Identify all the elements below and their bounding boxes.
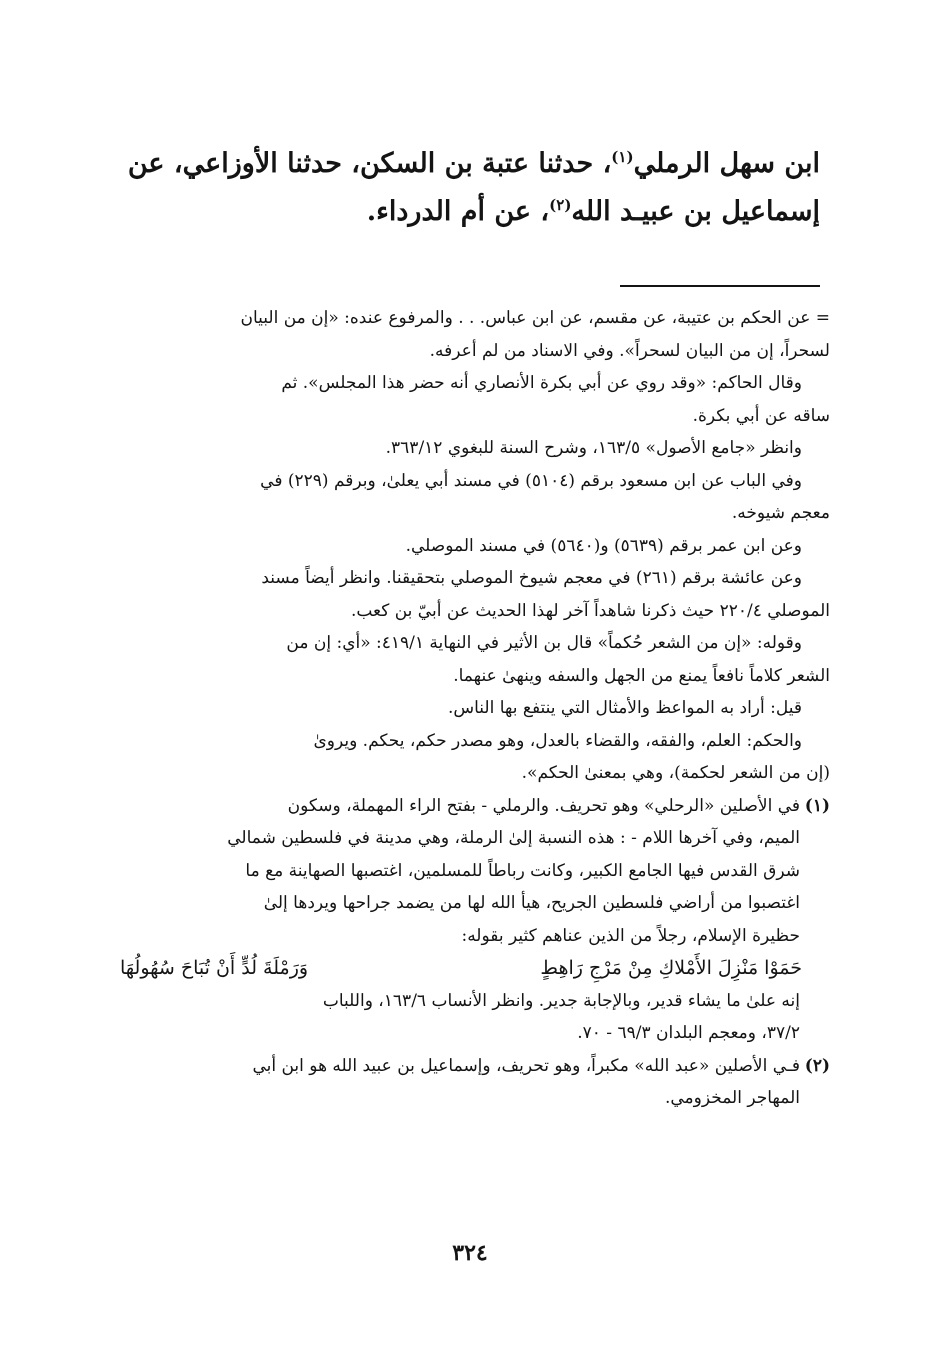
footnote-line: والحكم: العلم، والفقه، والقضاء بالعدل، وهو مصدر حكم، يحكم. ويروىٰ	[313, 730, 802, 751]
footnote-line: الشعر كلاماً نافعاً يمنع من الجهل والسفه وينهىٰ عنهما.	[453, 665, 830, 686]
footnote-line: المهاجر المخزومي.	[664, 1088, 800, 1108]
page-number: ٣٢٤	[452, 1240, 488, 1266]
poem-hemistich: حَمَوْا مَنْزِلَ الأَمْلاكِ مِنْ مَرْجِ رَاهِطٍ	[540, 957, 802, 979]
footnote-line: إنه علىٰ ما يشاء قدير، وبالإجابة جدير. وانظر الأنساب ١٦٣/٦، واللباب	[322, 990, 800, 1011]
footnotes	[110, 302, 830, 1115]
footnote-reference: (١)	[611, 148, 634, 166]
footnote-line: حظيرة الإسلام، رجلاً من الذين عناهم كثير بقوله:	[461, 925, 800, 946]
footnote-line: ٣٧/٢، ومعجم البلدان ٦٩/٣ - ٧٠.	[577, 1023, 800, 1043]
footnote-line: وفي الباب عن ابن مسعود برقم (٥١٠٤) في مسند أبي يعلىٰ، وبرقم (٢٢٩) في	[260, 470, 802, 491]
footnote-line: وقوله: «إن من الشعر حُكماً» قال بن الأثير في النهاية ٤١٩/١: «أي: إن من	[286, 633, 802, 653]
footnote-line: (إن من الشعر لحكمة)، وهي بمعنىٰ الحكم».	[521, 763, 830, 783]
footnote-line: وعن ابن عمر برقم (٥٦٣٩) و(٥٦٤٠) في مسند الموصلي.	[405, 535, 802, 556]
footnote-line: وقال الحاكم: «وقد روي عن أبي بكرة الأنصاري أنه حضر هذا المجلس». ثم	[281, 373, 802, 393]
footnote-separator	[620, 285, 820, 287]
footnote-1	[110, 790, 830, 823]
footnote-line: وانظر «جامع الأصول» ١٦٣/٥، وشرح السنة للبغوي ٣٦٣/١٢.	[385, 438, 802, 458]
main-text	[110, 140, 820, 236]
main-text-fragment: ، عن أم الدرداء.	[366, 196, 550, 227]
footnote-line: = عن الحكم بن عتيبة، عن مقسم، عن ابن عباس. . . والمرفوع عنده: «إن من البيان	[240, 308, 830, 328]
footnote-line: الموصلي ٢٢٠/٤ حيث ذكرنا شاهداً آخر لهذا الحديث عن أبيّ بن كعب.	[350, 600, 830, 621]
footnote-line: وعن عائشة برقم (٢٦١) في معجم شيوخ الموصلي بتحقيقنا. وانظر أيضاً مسند	[261, 568, 802, 588]
footnote-marker: (٢)	[804, 1055, 830, 1076]
main-text-line	[110, 140, 820, 188]
main-text-line	[110, 188, 820, 236]
main-text-fragment: ابن سهل الرملي	[633, 148, 820, 179]
footnote-line: في الأصلين «الرحلي» وهو تحريف. والرملي - بفتح الراء المهملة، وسكون	[287, 795, 800, 816]
footnote-line: ساقه عن أبي بكرة.	[692, 405, 830, 426]
footnote-line: معجم شيوخه.	[731, 503, 830, 523]
footnote-reference: (٢)	[549, 196, 572, 214]
poem-verse	[110, 952, 830, 985]
footnote-line: الميم، وفي آخرها اللام - : هذه النسبة إلىٰ الرملة، وهي مدينة في فلسطين شمالي	[227, 828, 800, 848]
main-text-fragment: إسماعيل بن عبيـد الله	[571, 196, 820, 227]
poem-hemistich: وَرَمْلَةَ لُدٍّ أَنْ تُبَاحَ سُهُولُهَا	[120, 957, 309, 979]
footnote-line: لسحراً، إن من البيان لسحراً». وفي الاسناد من لم أعرفه.	[429, 340, 830, 361]
footnote-line: فـي الأصلين «عبد الله» مكبراً، وهو تحريف، وإسماعيل بن عبيد الله هو ابن أبي	[252, 1055, 800, 1076]
footnote-2	[110, 1050, 830, 1083]
footnote-line: شرق القدس فيها الجامع الكبير، وكانت رباطاً للمسلمين، اغتصبها الصهاينة مع ما	[245, 860, 800, 881]
main-text-fragment: ، حدثنا عتبة بن السكن، حدثنا الأوزاعي، عن	[127, 148, 612, 179]
footnote-line: قيل: أراد به المواعظ والأمثال التي ينتفع بها الناس.	[447, 698, 802, 718]
footnote-line: اغتصبوا من أراضي فلسطين الجريح، هيأ الله لها من يضمد جراحها ويردها إلىٰ	[263, 893, 800, 913]
footnote-marker: (١)	[804, 795, 830, 816]
